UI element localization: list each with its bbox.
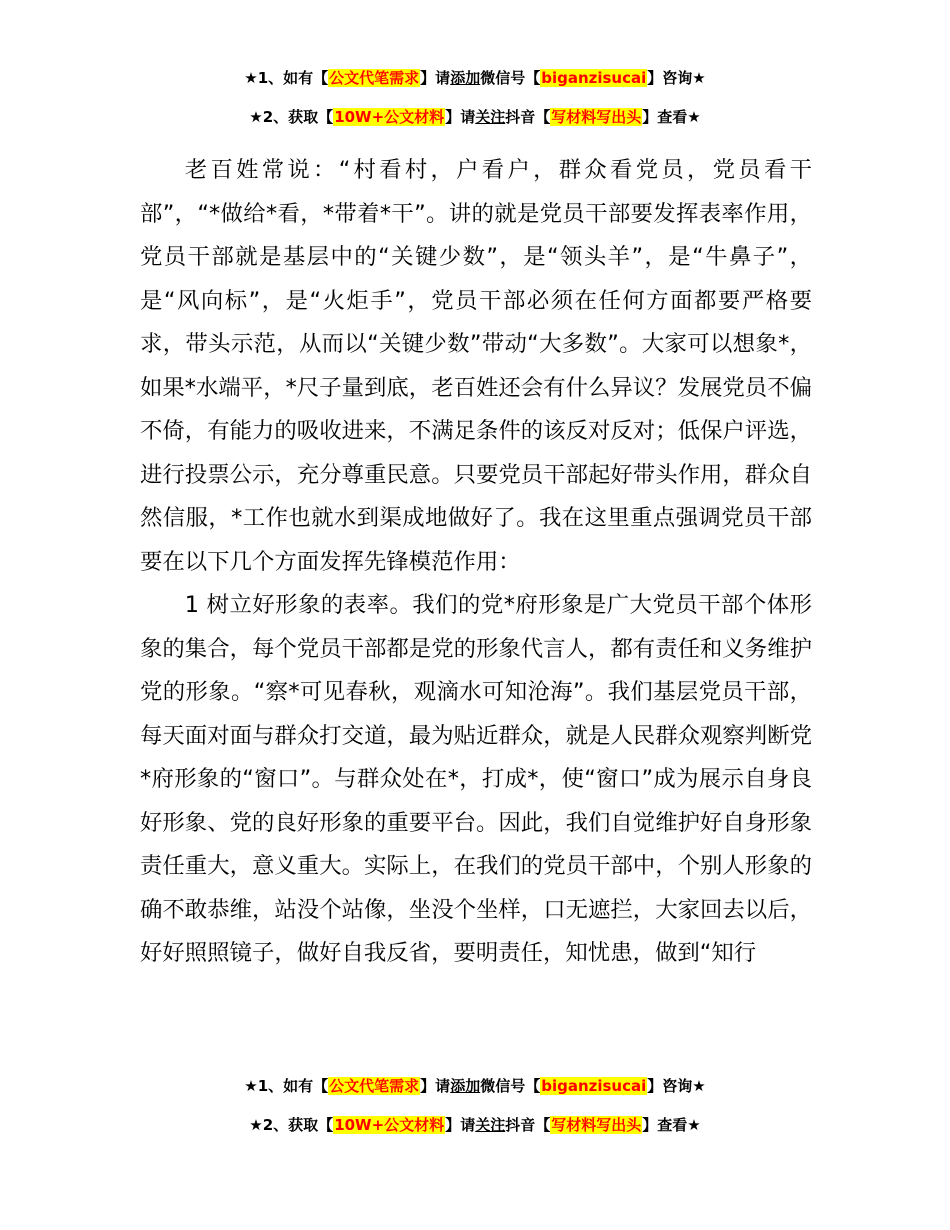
underlined-word: 添加	[450, 69, 481, 87]
banner-text: 】请	[420, 69, 451, 87]
highlight-materials: 10W+公文材料	[334, 1116, 445, 1134]
underlined-word: 关注	[475, 1116, 506, 1134]
document-body	[140, 149, 812, 976]
paragraph-point-1: 1 树立好形象的表率。我们的党*府形象是广大党员干部个体形象的集合，每个党员干部都是党的形象代言人，都有责任和义务维护党的形象。“察*可见春秋，观滴水可知沧海”。我们基层党员干部，每天面对面与群众打交道，最为贴近群众，就是人民群众观察判断党*府形象的“窗口”。与群众处在*，打成*，使“窗口”成为展示自身良好形象、党的良好形象的重要平台。因此，我们自觉维护好自身形象责任重大，意义重大。实际上，在我们的党员干部中，个别人形象的确不敢恭维，站没个站像，坐没个坐样，口无遮拦，大家回去以后，好好照照镜子，做好自我反省，要明责任，知忧患，做到“知行	[140, 592, 812, 966]
banner-text: 抖音【	[505, 1116, 551, 1134]
banner-suffix: 】查看★	[642, 108, 701, 126]
footer-banner-line1	[0, 1075, 950, 1097]
footer-banner-line2	[0, 1114, 950, 1136]
header-banner-line1	[0, 67, 950, 89]
banner-suffix: 】查看★	[642, 1116, 701, 1134]
banner-suffix: 】咨询★	[647, 1077, 706, 1095]
highlight-service: 公文代笔需求	[329, 1077, 420, 1095]
highlight-douyin: 写材料写出头	[551, 108, 642, 126]
underlined-word: 添加	[450, 1077, 481, 1095]
banner-text: 】请	[445, 1116, 476, 1134]
underlined-word: 关注	[475, 108, 506, 126]
highlight-wechat-id: biganzisucai	[541, 1077, 647, 1095]
highlight-service: 公文代笔需求	[329, 69, 420, 87]
banner-text: 微信号【	[480, 69, 541, 87]
banner-text: 抖音【	[505, 108, 551, 126]
paragraph-intro: 老百姓常说：“村看村，户看户，群众看党员，党员看干部”，“*做给*看，*带着*干”。讲的就是党员干部要发挥表率作用，党员干部就是基层中的“关键少数”，是“领头羊”，是“牛鼻子”，是“风向标”，是“火炬手”，党员干部必须在任何方面都要严格要求，带头示范，从而以“关键少数”带动“大多数”。大家可以想象*，如果*水端平，*尺子量到底，老百姓还会有什么异议？发展党员不偏不倚，有能力的吸收进来，不满足条件的该反对反对；低保户评选，进行投票公示，充分尊重民意。只要党员干部起好带头作用，群众自然信服，*工作也就水到渠成地做好了。我在这里重点强调党员干部要在以下几个方面发挥先锋模范作用：	[140, 157, 812, 575]
highlight-douyin: 写材料写出头	[551, 1116, 642, 1134]
banner-prefix: ★1、如有【	[244, 69, 329, 87]
banner-prefix: ★2、获取【	[249, 108, 334, 126]
banner-text: 微信号【	[480, 1077, 541, 1095]
banner-prefix: ★2、获取【	[249, 1116, 334, 1134]
banner-text: 】请	[445, 108, 476, 126]
highlight-materials: 10W+公文材料	[334, 108, 445, 126]
banner-prefix: ★1、如有【	[244, 1077, 329, 1095]
header-banner-line2	[0, 106, 950, 128]
banner-text: 】请	[420, 1077, 451, 1095]
banner-suffix: 】咨询★	[647, 69, 706, 87]
highlight-wechat-id: biganzisucai	[541, 69, 647, 87]
